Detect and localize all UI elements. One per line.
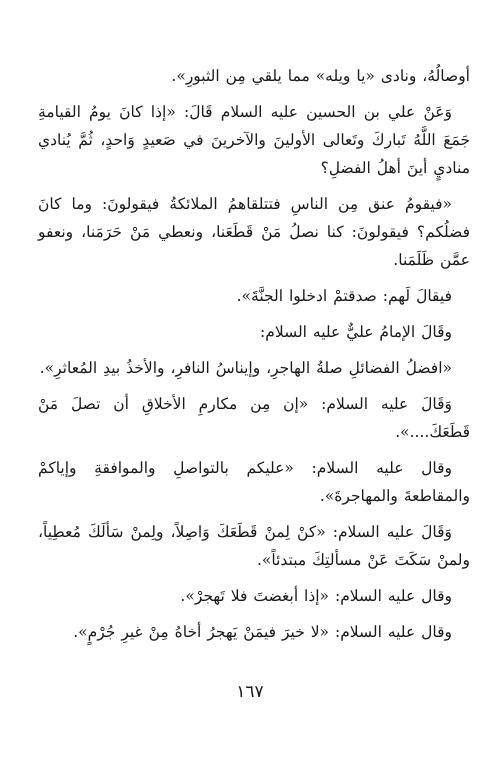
page-body xyxy=(38,62,470,757)
paragraph-1: أوصالُهُ، ونادى «يا ويله» مما يلقي مِن الثبورِ». xyxy=(171,67,470,85)
paragraph-11: وقال عليه السلام: «لا خيرَ فيمَنْ يَهجرُ أخاهُ مِنْ غيرِ جُرْمٍ». xyxy=(73,623,452,641)
paragraph-6: «افضلُ الفضائلِ صلةُ الهاجرِ، وإيناسُ النافرِ، والأخذُ بيدِ المُعاثرِ». xyxy=(39,359,452,377)
paragraph-8: وقال عليه السلام: «عليكم بالتواصلِ والموافقةِ وإياكمْ والمقاطعةَ والمهاجرةَ». xyxy=(38,459,470,505)
paragraph-3: «فيقومُ عنق مِن الناسِ فتتلقاهمُ الملائكةُ فيقولونَ: وما كانَ فضلُكم؟ فيقولونَ: كنا نصلُ مَنْ قَطَعَنا، ونعطي مَنْ حَرَمَنا، ونعفو عمَّن ظَلَمَنا. xyxy=(38,195,470,269)
paragraph-5: وقَالَ الإمامُ عليٌّ عليه السلام: xyxy=(260,323,452,341)
page-number: ١٦٧ xyxy=(236,682,264,702)
paragraph-7: وَقَالَ عليه السلام: «إن مِن مكارمِ الأخلاقِ أن تصلَ مَنْ قَطَعَكَ....». xyxy=(38,395,470,441)
paragraph-9: وَقَالَ عليه السلام: «كنْ لِمنْ قَطَعَكَ وَاصِلاً، ولِمنْ سَألَكَ مُعطِياً، ولمنْ سَكَتَ عَنْ مسألتِكَ مبتدئاً». xyxy=(38,523,470,569)
paragraph-10: وقال عليه السلام: «إذا أبغضتَ فلا تَهجرْ». xyxy=(180,587,452,605)
paragraph-2: وَعَنْ علي بن الحسين عليه السلام قَالَ: «إذا كانَ يومُ القيامةِ جَمَعَ اللَّهُ تَباركَ وتَعالى الأولينَ والآخرينَ في صَعيدٍ وَاحدٍ، ثُمَّ يُنادي مناديٍ أينَ أهلُ الفضلِ؟ xyxy=(38,103,470,177)
paragraph-4: فيقالَ لَهم: صدقتمْ ادخلوا الجنَّةَ». xyxy=(236,287,452,305)
